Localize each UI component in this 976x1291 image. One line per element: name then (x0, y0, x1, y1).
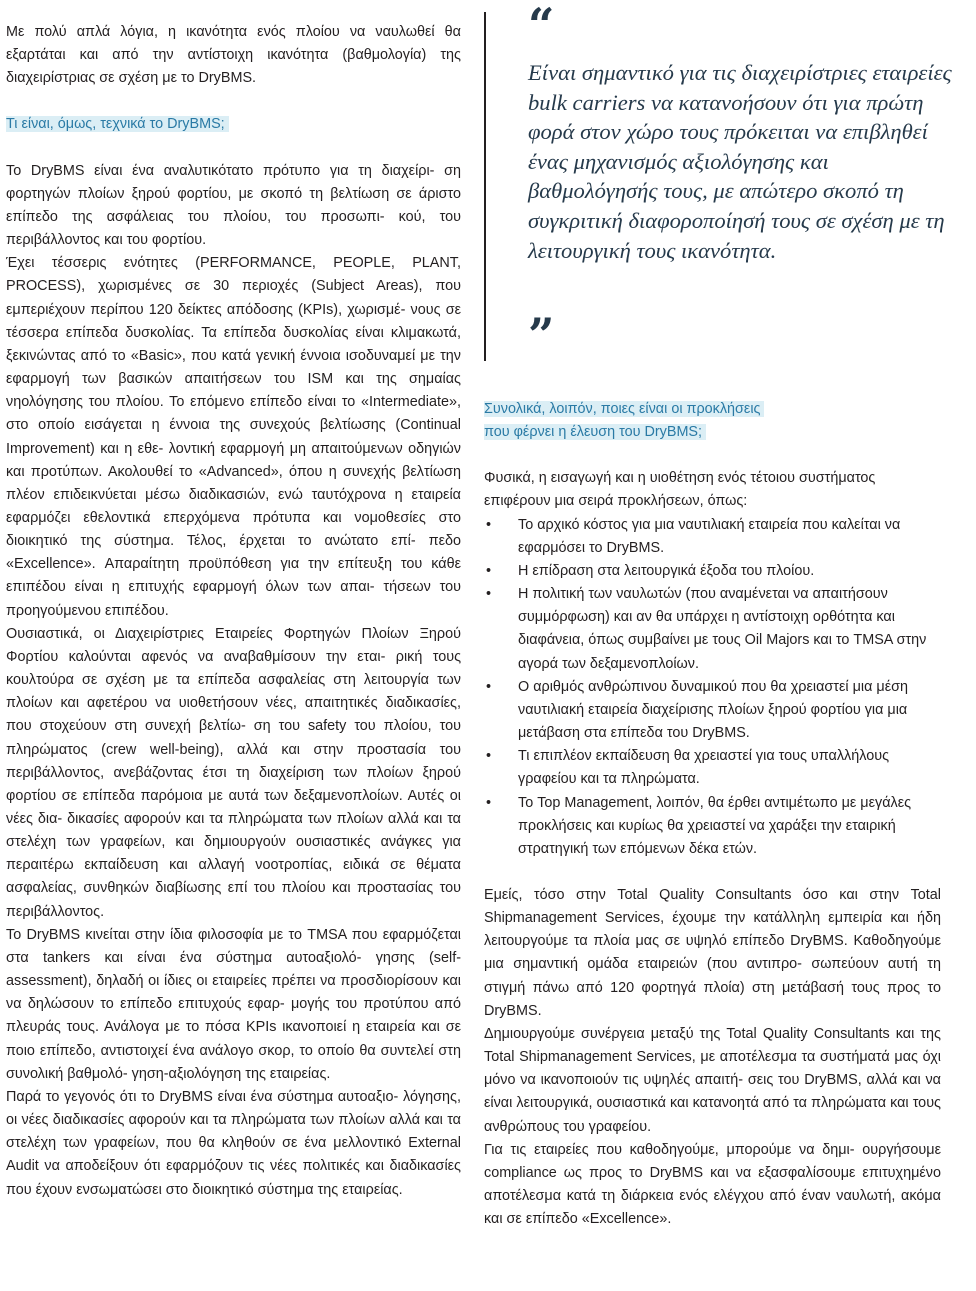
section-heading-challenges (484, 398, 941, 444)
list-item (484, 583, 941, 676)
right-column (484, 398, 941, 1231)
list-item (484, 792, 941, 861)
challenges-list (484, 514, 941, 861)
heading-line-1: Συνολικά, λοιπόν, ποιες είναι οι προκλήσεις (484, 401, 764, 417)
bullet-icon: • (486, 516, 492, 533)
left-column (6, 0, 461, 1202)
list-item (484, 514, 941, 560)
bullet-icon: • (486, 748, 492, 765)
paragraph-tmsa: Το DryBMS κινείται στην ίδια φιλοσοφία με το TMSA που εφαρμόζεται στα tankers και είναι ένα σύστημα αυτοαξιολό- γησης (self-assessment), δηλαδή οι ίδιες οι εταιρείες πρέπει να προσδιορίσουν και να δηλώσουν το επίπεδο επιτυχούς εφαρ- μογής του προτύπου από πλευράς τους. Ανάλογα με το πόσα KPIs ικανοποιεί η εταιρεία και σε ποιο επίπεδο, αντιστοιχεί ένα ανάλογο σκορ, το οποίο θα συντελεί στη συνολική βαθμολό- γηση-αξιολόγηση της εταιρείας. (6, 926, 461, 1082)
paragraph-definition: Το DryBMS είναι ένα αναλυτικότατο πρότυπο για τη διαχείρι- ση φορτηγών πλοίων ξηρού φορτίου, με σκοπό τη βελτίωση σε άριστο επίπεδο της ασφάλειας του πλοίου, του προσωπι- κού, του περιβάλλοντος και του φορτίου. (6, 162, 461, 249)
paragraph-sections-levels: Έχει τέσσερις ενότητες (PERFORMANCE, PEOPLE, PLANT, PROCESS), χωρισμένες σε 30 περιοχές (Subject Areas), που εμπεριέχουν περίπου 120 δείκτες απόδοσης (KPIs), χωρισμέ- νους σε τέσσερα επίπεδα δυσκολίας. Τα επίπεδα δυσκολίας είναι κλιμακωτά, ξεκινώντας από το «Basic», που κατά γενική έννοια ισοδυναμεί με την εφαρμογή των βασικών απαιτήσεων του ISM και της σημαίας νηολόγησης του πλοίου. Το επόμενο επίπεδο είναι το «Intermediate», στο οποίο εισάγεται η έννοια της συνεχούς βελτίωσης (Continual Improvement) και η εθε- λοντική εφαρμογή μη απαιτούμενων οδηγιών και προτύπων. Ακολουθεί το «Advanced», όπου η συνεχής βελτίωση πλέον επιδεικνύεται μέσω διαδικασιών, ενώ ταυτόχρονα η εταιρεία εφαρμόζει εθελοντικά επερχόμενα πρότυπα και νομοθεσίες στο διοικητικό της σύστημα. Τέλος, έρχεται το ανώτατο επί- πεδο «Excellence». Απαραίτητη προϋπόθεση για την επίτευξη του κάθε επιπέδου είναι η επιτυχής εφαρμογή όλων των απαι- τήσεων του προηγούμενου επιπέδου. (6, 255, 461, 619)
list-item-text: Η πολιτική των ναυλωτών (που αναμένεται να απαιτήσουν συμμόρφωση) και αν θα υπάρχει η αντίστοιχη ορθότητα και διαφάνεια, όπως συμβαίνει με τους Oil Majors και το TMSA στην αγορά των δεξαμενοπλοίων. (518, 586, 927, 672)
list-item-text: Τι επιπλέον εκπαίδευση θα χρειαστεί για τους υπαλλήλους γραφείου και τα πληρώματα. (518, 748, 890, 788)
list-item (484, 676, 941, 745)
bullet-icon: • (486, 678, 492, 695)
section-heading-what-is-drybms (6, 113, 461, 136)
paragraph-external-audit: Παρά το γεγονός ότι το DryBMS είναι ένα σύστημα αυτοαξιο- λόγησης, οι νέες διαδικασίες αφορούν και τα πληρώματα των πλοίων αλλά και τα στελέχη των γραφείων, που θα κληθούν σε ένα μελλοντικό External Audit να αποδείξουν ότι εφαρμόζουν τις νέες πολιτικές και διαδικασίες που έχουν ενσωματώσει στο διοικητικό σύστημα της εταιρείας. (6, 1088, 461, 1198)
paragraph-synergy: Δημιουργούμε συνέργεια μεταξύ της Total Quality Consultants και της Total Shipmanagement Services, με αποτέλεσμα τα συστήματά μας όχι μόνο να ικανοποιούν τις υψηλές απαιτή- σεις του DryBMS, αλλά και να είναι λειτουργικά, ουσιαστικά και κατανοητά από τα πληρώματα και τους ανθρώπους του γραφείου. (484, 1025, 941, 1135)
list-item-text: Το αρχικό κόστος για μια ναυτιλιακή εταιρεία που καλείται να εφαρμόσει το DryBMS. (518, 516, 901, 556)
list-item-text: Η επίδραση στα λειτουργικά έξοδα του πλοίου. (518, 562, 815, 579)
bullet-icon: • (486, 794, 492, 811)
quote-divider (484, 12, 486, 361)
pull-quote-text: Είναι σημαντικό για τις διαχειρίστριες εταιρείες bulk carriers να κατανοήσουν ότι για πρώτη φορά στον χώρο τους πρόκειται να επιβληθεί ένας μηχανισμός αξιολόγησης και βαθμολόγησής τους, με απώτερο σκοπό τη συγκριτική διαφοροποίησή τους σε σχέση με τη λειτουργική τους ικανότητα. (528, 60, 952, 263)
open-quote-mark: “ (528, 0, 555, 52)
heading-line-2: που φέρνει η έλευση του DryBMS; (484, 424, 706, 440)
list-item-text: Ο αριθμός ανθρώπινου δυναμικού που θα χρειαστεί μια μέση ναυτιλιακή εταιρεία διαχείρισης πλοίων ξηρού φορτίου για μια μετάβαση στα επίπεδα του DryBMS. (518, 678, 908, 742)
paragraph-culture: Ουσιαστικά, οι Διαχειρίστριες Εταιρείες Φορτηγών Πλοίων Ξηρού Φορτίου καλούνται αφενός να αναβαθμίσουν την εται- ρική τους κουλτούρα σε σχέση με τα επίπεδα ασφαλείας στη λειτουργία των πλοίων και αφετέρου να υιοθετήσουν νέες, απαιτητικές διαδικασίες, που στοχεύουν στη συνεχή βελτίω- ση του safety του πλοίου, του πληρώματος (crew well-being), αλλά και στην προστασία του περιβάλλοντος, ανεβάζοντας έτσι τη διαχείριση των πλοίων ξηρού φορτίου σε επίπεδα παρόμοια με αυτά των δεξαμενοπλοίων. Αυτές οι νέες δια- δικασίες αφορούν και τα πληρώματα των πλοίων αλλά και τα στελέχη των γραφείων, και δημιουργούν ουσιαστικές ανάγκες για περαιτέρω εκπαίδευση και αλλαγή νοοτροπίας, ειδικά σε θέματα ασφαλείας, συνθηκών διαβίωσης επί του πλοίου και προστασίας του περιβάλλοντος. (6, 625, 461, 920)
bullet-icon: • (486, 562, 492, 579)
close-quote-mark: ” (528, 308, 555, 362)
list-item-text: Το Top Management, λοιπόν, θα έρθει αντιμέτωπο με μεγάλες προκλήσεις και κυρίως θα χρειαστεί να χαράξει την εταιρική στρατηγική των επόμενων δέκα ετών. (518, 794, 912, 857)
intro-paragraph: Με πολύ απλά λόγια, η ικανότητα ενός πλοίου να ναυλωθεί θα εξαρτάται και από την αντίστοιχη ικανότητα (βαθμολογία) της διαχειρίστριας σε σχέση με το DryBMS. (6, 24, 461, 87)
list-item (484, 560, 941, 583)
bullet-icon: • (486, 586, 492, 603)
paragraph-challenges-intro: Φυσικά, η εισαγωγή και η υιοθέτηση ενός τέτοιου συστήματος επιφέρουν μια σειρά προκλήσεων, όπως: (484, 470, 876, 510)
paragraph-compliance: Για τις εταιρείες που καθοδηγούμε, μπορούμε να δημι- ουργήσουμε compliance ως προς το DryBMS και να εξασφαλίσουμε επιτυχημένο αποτέλεσμα κατά τη διάρκεια ενός ελέγχου από έναν ναυλωτή, ακόμα και σε επίπεδο «Excellence». (484, 1141, 941, 1228)
list-item (484, 745, 941, 791)
paragraph-experience: Εμείς, τόσο στην Total Quality Consultants όσο και στην Total Shipmanagement Services, έχουμε την κατάλληλη εμπειρία και ήδη λειτουργούμε τα πλοία μας σε υψηλό επίπεδο DryBMS. Καθοδηγούμε μια σημαντική ομάδα εταιρειών (που αντιπρο- σωπεύουν αυτή τη στιγμή πάνω από 120 φορτηγά πλοία) στη μετάβασή τους προς το DryBMS. (484, 886, 941, 1019)
heading-text: Τι είναι, όμως, τεχνικά το DryBMS; (6, 116, 229, 132)
